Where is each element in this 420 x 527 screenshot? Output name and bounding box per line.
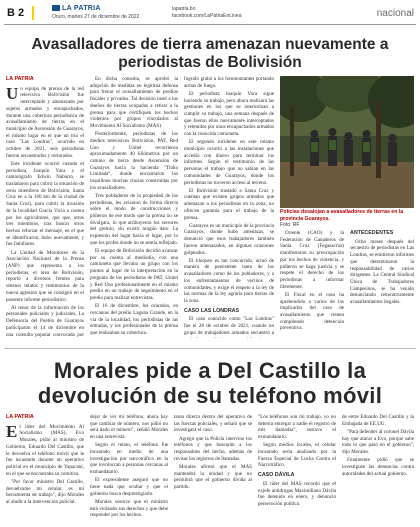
story1-paragraph: El caso conocido como "Las Londras" fue el 28 de octubre de 2021, cuando un grupo de trabajadores armados secuestró a (184, 316, 274, 336)
story1-paragraph: En dicha consulta, se aprobó la adopción de medidas en legítima defensa para frenar el avasallamiento de predios fiscales y privados. Tal decisión instó a los dueños de tierras ocupadas a retirar a la prensa para que certifiquen los hechos violentos por grupos vinculados al Movimiento Al Socialismo (MAS). (90, 76, 178, 129)
story1-paragraph: El bloqueo es tan concurrido, actuó de manera de persistente tanto de los avasalladores como de los pobladores, y a los enfrentamientos de vecinos de comunidades, y exige el respeto a la ley de las normas de la ley agraria para tierras de la zona. (184, 257, 274, 304)
story2-column-5 (342, 414, 414, 524)
story1-column-5 (350, 230, 414, 338)
story2-paragraph: tarea directa dentro del operativo de las fuerzas policiales, y señaló que se investigará el caso. (174, 414, 252, 434)
story1-paragraph: El segundo incidente en este mismo municipio ocurrió a las instalaciones que accedió con dinero para terminar los informes. Según el testimonio de las personas el trabajo que no sabían en las comunidades de Guarayos, donde los periodistas no tuvieron acceso al terreno. (184, 139, 274, 186)
story2-paragraph: El líder del MAS recordó que el exjefe antidrogas Maximiliano Dávila fue detenido en enero, y denunció persecución política. (258, 480, 336, 507)
story1-dropcap: U (6, 83, 19, 103)
story1-paragraph: La Unidad de Monitoreo de la Asociación Nacional de la Prensa (ANP) que representa a los periodistas, el área de Bolivisión, reportó a diversos frentes para obtener relatos y testimonios de la nueva agresión que se consignó en el presente informe periodístico. (6, 249, 84, 303)
story2-byline: LA PATRIA (6, 414, 34, 420)
story1-paragraph: Oriente (CAO) y la Federación de Ganaderos de Santa Cruz (Fegasacruz) manifestaron su preocupación por los hechos de violencia, y pidieron se haga justicia y se respete el derecho de los periodistas a informar libremente. (280, 230, 344, 290)
story2-column-1 (6, 414, 84, 524)
story2-paragraph: Morales afirmó que el MAS mantendrá la unidad y que no permitirá que el gobierno divida al partido. (174, 463, 252, 491)
story2-paragraph: "Los teléfonos son mi trabajo, yo no debería entregar a nadie el registro de mis llamadas", sostuvo el exmandatario. (258, 414, 336, 441)
web-address: lapatria.bo facebook.com/LaPatriaEnLinea (172, 6, 242, 19)
story2-column-3 (174, 414, 252, 524)
story1-paragraph: El 16 de diciembre, los oriundos, en cercanías del predio Laguna Grande, en la vía de la localidad, los periodistas de las entradas, y los profesionales de la prensa que realizaban su cobertura. (90, 303, 178, 337)
masthead-rule (4, 24, 416, 25)
story1-photo (280, 76, 414, 208)
story1-paragraph: El Fiscal en el caso ha aprehendido a varios de los implicados del caso de avasallamiento que vienen cumpliendo detención preventiva. (280, 291, 344, 332)
story1-paragraph: Al tenor de la información de los personales policiales y judiciales, La Defensoría del Pueblo de Guarayos participaron el 14 de diciembre en una consulta popular convocada por (6, 304, 84, 338)
story1-column-3 (184, 76, 274, 338)
story1-column-4 (280, 230, 344, 338)
story2-lead-paragraph: El líder del Movimiento Al Socialismo (MAS), Evo Morales, pidió al ministro de Gobierno, Eduardo Del Castillo, que le devuelva el teléfono móvil que le fue incautado durante un operativo policial en el municipio de Yapacaní, en el que se encontraba su comitiva. (6, 421, 84, 477)
story2-headline: Morales pide a Del Castillo la devolución de su teléfono móvil (37, 358, 383, 408)
story2-paragraph: Morales sostuvo que el ministro está violando sus derechos y que debe responder por los hechos. (90, 498, 168, 519)
photo-credit: Foto: RF (280, 222, 300, 228)
story2-paragraph: "Por favor ministro Del Castillo, devuélvame mi celular, es mi herramienta de trabajo", dijo Morales al aludir a la intervención policial. (6, 478, 84, 505)
newspaper-logo (52, 5, 101, 12)
story1-paragraph: El equipo de Bolivisión decidió avanzar por su cuenta al mediodía, con una camioneta que llevaba un grupo con los puntos al lugar de la interpretación en la pregunta de los periodistas de PAT, Unitel y Red Uno profesionalmente en el mismo predio en un trabajo de seguimiento en el predio para realizar entrevistas. (90, 248, 178, 301)
story1-column-1 (6, 76, 84, 338)
issue-date: Oruro, martes 27 de diciembre de 2022 (52, 14, 140, 20)
story2-subhead-caso: CASO DÁVILA (258, 472, 295, 479)
page-number: B 2 (4, 6, 34, 20)
forest-scene-image (280, 76, 414, 208)
story1-paragraph: Ocho meses después del secuestro de periodistas en Las Londras, se emitieron informes que determinaron la responsabilidad de varios dirigentes. La Central Sindical Única de Trabajadores Campesinos, se ha venido denunciando reiterativamente avasallamientos ilegales. (350, 238, 414, 306)
story2-paragraph: Según el relato, el teléfono fue incautado en medio de una investigación por narcotráfico en la que involucran a personas cercanas al exmandatario. (90, 442, 168, 476)
story1-subhead-caso: CASO LAS LONDRAS (184, 307, 240, 314)
story1-paragraph: Este incidente ocurrió cuando el periodista, Joaquín Vaca y el camarógrafo Edwin Nabarro, se trasladaron para cubrir la situación de otros miembros de Bolivisión, Santa Cruz en a la 100 km de la ciudad de Santa Cruz), para cubrir la invasión de la localidad Gracia Vicia a cuenta por los agricultores, que que, otros tres miembros, tras buscar otros hechos reforzar el mensaje, en el que se identificaron, hubo nuevamente, y fue familiares. (6, 160, 84, 248)
story2-column-2 (90, 414, 168, 524)
story-divider (4, 348, 416, 349)
photo-caption: Policías desalojan a avasalladores de tierras en la provincia Guarayos. (280, 209, 404, 222)
story1-paragraph: El periodista Joaquín Vaca sigue haciendo su trabajo, pero ahora realizará las gestiones en los que se interiorizan a cumplir su trabajo, una semana después de que fueron ellos nuevamente interceptados y retenidos por unos encapuchados armados con la conocida camioneta. (184, 90, 274, 138)
story1-paragraph: Guarayos es un municipio de la provincia Guarayos, donde hubo amenazas, se denunció que esos trabajadores también fueron amenazados, en algunas ocasiones golpeados. (184, 222, 274, 256)
story1-column-2 (90, 76, 178, 338)
story2-column-4 (258, 414, 336, 524)
section-label: nacional (376, 8, 414, 19)
story1-paragraph: Tres pobladores de la propiedad de los periodistas, les avisaron de forma directa sobre el modo de construcciones y pidieron de ese modo que la prensa no se divulgara, lo que atribuyeron los sectores del gremio, sin existir ningún dato. La expresión del lugar hacia el lugar, por lo que los profes donde no se sentía reflejado. (90, 192, 178, 246)
story2-paragraph: Según medios locales, el celular incautado sería analizado por la Fuerza Especial de Lucha Contra el Narcotráfico. (258, 442, 336, 469)
story2-dropcap: E (6, 421, 18, 441)
paper-name: LA PATRIA (62, 5, 101, 12)
story1-paragraph: El Bolivisión trasladó a Santa Cruz y cuentan que existen grupos armados que amenazan a los periodistas en la zona, no ofrecen garantía para el trabajo de la prensa. (184, 187, 274, 221)
story2-paragraph: de entre Eduardo Del Castillo y la Embajada de EE.UU. (342, 414, 414, 427)
story2-paragraph: "Para defender al coronel Dávila hay que atacar a Evo, porque sabe todo lo que pasó en el gobierno", dijo Morales. (342, 428, 414, 456)
story2-paragraph: Finalmente pidió que se investiguen las denuncias contra autoridades del actual gobierno. (342, 457, 414, 477)
logo-mark-icon (52, 5, 60, 11)
story1-paragraph: fografo grabó a los fotomontantes portando armas de fuego. (184, 76, 274, 89)
story2-paragraph: El expresidente aseguró que no tiene nada que ocultar y que el gobierno busca desprestigiarlo. (90, 477, 168, 497)
story2-paragraph: dejar de ver mi teléfono, ahora hay que cambiar de número, nos pidió no será dado el número", señaló Morales en una entrevista. (90, 414, 168, 441)
masthead (0, 0, 420, 24)
story1-paragraph: Posteriormente, periodistas de los medios televisivos Bolivisión, PAT, Red Uno y Unitel recorrieron aproximadamente 40 kilómetros por un camino de tierra desde Ascensión de Guarayos hacia la hacienda "Tinku Limitada", donde encontraron los inquilinos muchas chozas construidas por los avasalladores. (90, 131, 178, 191)
story1-subhead-antecedentes: ANTECEDENTES (350, 230, 394, 236)
story1-headline: Avasalladores de tierra amenazan nuevamente a periodistas de Bolivisión (31, 36, 389, 71)
story2-paragraph: Agregó que la Policía intervino los teléfonos y que buscarán a los responsables del hecho, además de revisar los registros de llamadas. (174, 435, 252, 462)
story1-lead-paragraph: Un equipo de prensa de la red televisiva Bolivisión fue interceptado y amenazado por sujetos armados y encapuchados, durante una cobertura periodística de avasallamiento de tierras en el municipio de Ascensión de Guarayos, el mismo lugar en el que un trío el caso "Las Londras", ocurrido en octubre de 2021, seis periodistas fueron secuestrados y torturados. (6, 83, 84, 159)
story1-byline: LA PATRIA (6, 76, 34, 82)
